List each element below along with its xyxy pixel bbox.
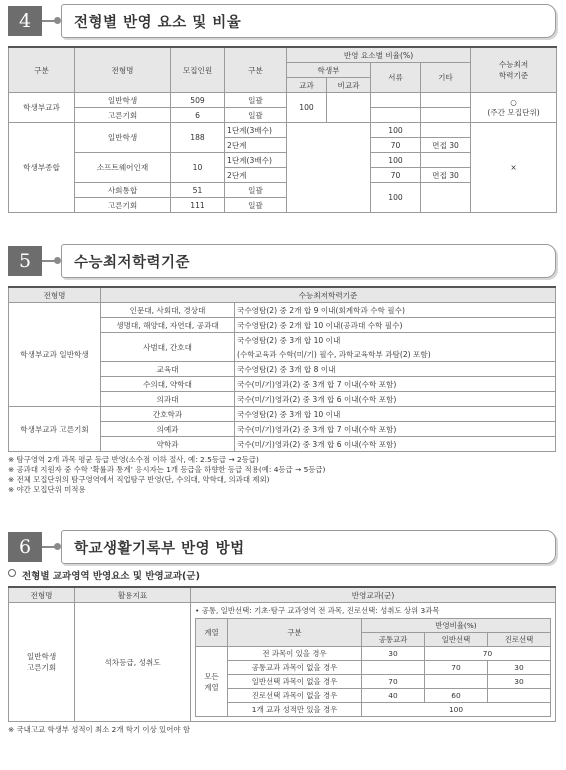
inner-ratio-table: 계열 구분 반영비율(%) 공통교과 일반선택 진로선택 모든 계열 전 과목이 있을 경우 30 70 공통교과 과목이 없을 경우 70 30 일반선택 과목이 없을 경우 70 30 진로선택 과목이 없을 경우 40 60 1개 교과 성적만 있을 경우 100	[195, 618, 551, 717]
th-index: 활용지표	[75, 587, 191, 603]
table-row: 2단계 70 면접 30	[9, 168, 557, 183]
connector-dot	[54, 17, 61, 24]
th-name: 전형명	[75, 47, 171, 93]
table-row: (수학교육과 수학(미/기) 필수, 과학교육학부 과탐(2) 포함)	[9, 347, 556, 362]
section-title: 학교생활기록부 반영 방법	[74, 541, 245, 557]
th-suneung: 수능최저 학력기준	[471, 47, 557, 93]
section-6	[8, 530, 556, 735]
series-cell: 모든 계열	[196, 647, 228, 717]
section-number: 6	[8, 532, 42, 562]
table-row: 학생부교과 고른기회 간호학과 국수영탐(2) 중 3개 합 10 이내	[9, 407, 556, 422]
section-6-header	[8, 530, 556, 564]
section-title-box	[61, 530, 556, 564]
section-title-box	[61, 244, 556, 278]
th-stage: 구분	[225, 47, 287, 93]
th-name: 전형명	[9, 287, 101, 303]
th-ratio: 반영 요소별 비율(%)	[287, 47, 471, 63]
section-5-header	[8, 244, 556, 278]
table-row: 의예과 국수(미/기)영과(2) 중 3개 합 7 이내(수학 포함)	[9, 422, 556, 437]
suneung-table	[8, 286, 556, 452]
table-row: 사범대, 간호대 국수영탐(2) 중 3개 합 10 이내	[9, 333, 556, 348]
table-row: 일반선택 과목이 없을 경우 70 30	[196, 675, 551, 689]
section-title: 전형별 반영 요소 및 비율	[74, 15, 242, 31]
th-quota: 모집인원	[171, 47, 225, 93]
notes: ※ 탐구영역 2개 과목 평균 등급 반영(소수점 이하 절사, 예: 2.5등급 → 2등급) ※ 공과대 지원자 중 수학 ‘확률과 통계’ 응시자는 1개 등급을 하향한 등급 적용(예: 4등급 → 5등급) ※ 전체 모집단위의 탐구영역에서 직업탐구 반영(단, 수의대, 약학대, 의과대 제외) ※ 야간 모집단위 미적용	[8, 455, 326, 494]
th-subj: 교과	[287, 78, 327, 93]
section-number: 4	[8, 6, 42, 36]
section-4	[8, 4, 556, 213]
admission-name: 일반학생 고른기회	[9, 603, 75, 722]
th-etc: 기타	[421, 63, 471, 93]
table-row: 진로선택 과목이 없을 경우 40 60	[196, 689, 551, 703]
table-row: 교육대 국수영탐(2) 중 3개 합 8 이내	[9, 362, 556, 377]
ratio-table	[8, 46, 557, 213]
section-5	[8, 244, 556, 495]
th-school: 학생부	[287, 63, 371, 78]
table-row: 1개 교과 성적만 있을 경우 100	[196, 703, 551, 717]
table-row: 소프트웨어인재 10 1단계(3배수) 100	[9, 153, 557, 168]
table-row: 수의대, 약학대 국수(미/기)영과(2) 중 3개 합 7 이내(수학 포함)	[9, 377, 556, 392]
th-crit: 수능최저학력기준	[101, 287, 556, 303]
suneung-cell: ○ (주간 모집단위)	[471, 93, 557, 123]
section-title-box	[61, 4, 556, 38]
table-row: 모든 계열 전 과목이 있을 경우 30 70	[196, 647, 551, 661]
school-record-table	[8, 586, 556, 722]
table-row: 학생부종합 일반학생 188 1단계(3배수) 100 ×	[9, 123, 557, 138]
table-row: 2단계 70 면접 30	[9, 138, 557, 153]
table-row: 학생부교과 일반학생 인문대, 사회대, 경상대 국수영탐(2) 중 2개 합 9 이내(회계학과 수학 필수)	[9, 303, 556, 318]
connector-dot	[54, 543, 61, 550]
section-4-header	[8, 4, 556, 38]
table-row: 일반학생 고른기회 석차등급, 성취도 • 공통, 일반선택: 기초·탐구 교과영역 전 과목, 진로선택: 성취도 상위 3과목 계열 구분 반영비율(%) 공통교과 일반선택 진로선택 모든 계열 전 과목이 있을 경우 30 70 공통교과 과목이 없을 경우 70 30 일반선택 과목이 없을 경우 70 30 진로선택 과목이 없을 경우 40 60 1개 교과 성적만 있을 경우 100	[9, 603, 556, 722]
bullet-text: • 공통, 일반선택: 기초·탐구 교과영역 전 과목, 진로선택: 성취도 상위 3과목	[195, 606, 440, 615]
th-docs: 서류	[371, 63, 421, 93]
th-type: 구분	[9, 47, 75, 93]
table-row: 약학과 국수(미/기)영과(2) 중 3개 합 6 이내(수학 포함)	[9, 437, 556, 452]
table-row: 공통교과 과목이 없을 경우 70 30	[196, 661, 551, 675]
table-row: 고른기회 111 일괄	[9, 198, 557, 213]
table-row: 의과대 국수(미/기)영과(2) 중 3개 합 6 이내(수학 포함)	[9, 392, 556, 407]
subsection-title: 전형별 교과영역 반영요소 및 반영교과(군)	[8, 568, 556, 582]
section-title: 수능최저학력기준	[74, 255, 191, 271]
th-name: 전형명	[9, 587, 75, 603]
note: ※ 국내고교 학생부 성적이 최소 2개 학기 이상 있어야 함	[8, 725, 190, 734]
table-row: 학생부교과 일반학생 509 일괄 100 ○ (주간 모집단위)	[9, 93, 557, 108]
circle-bullet-icon	[8, 569, 16, 577]
th-nonsubj: 비교과	[327, 78, 371, 93]
table-row: 고른기회 6 일괄	[9, 108, 557, 123]
th-subj: 반영교과(군)	[191, 587, 556, 603]
section-number: 5	[8, 246, 42, 276]
table-row: 생명대, 해양대, 자연대, 공과대 국수영탐(2) 중 2개 합 10 이내(공과대 수학 필수)	[9, 318, 556, 333]
connector-dot	[54, 257, 61, 264]
table-row: 사회통합 51 일괄 100	[9, 183, 557, 198]
